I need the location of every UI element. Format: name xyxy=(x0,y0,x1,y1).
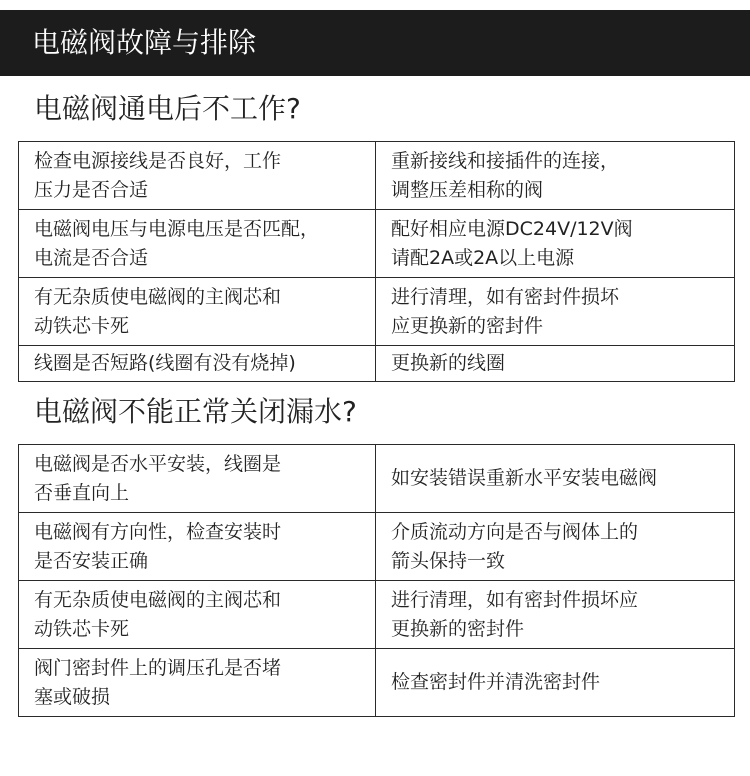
table-row xyxy=(19,649,735,717)
page-title: 电磁阀故障与排除 xyxy=(32,26,257,59)
problem-cell: 检查电源接线是否良好，工作 压力是否合适 xyxy=(19,142,376,210)
problem-cell: 有无杂质使电磁阀的主阀芯和 动铁芯卡死 xyxy=(19,581,376,649)
solution-cell: 进行清理，如有密封件损坏 应更换新的密封件 xyxy=(376,278,735,346)
solution-cell: 检查密封件并清洗密封件 xyxy=(376,649,735,717)
troubleshooting-table-not-working xyxy=(18,141,735,382)
problem-cell: 电磁阀电压与电源电压是否匹配， 电流是否合适 xyxy=(19,210,376,278)
problem-cell: 有无杂质使电磁阀的主阀芯和 动铁芯卡死 xyxy=(19,278,376,346)
solution-cell: 进行清理，如有密封件损坏应 更换新的密封件 xyxy=(376,581,735,649)
table-row xyxy=(19,142,735,210)
table-row xyxy=(19,346,735,382)
problem-cell: 阀门密封件上的调压孔是否堵 塞或破损 xyxy=(19,649,376,717)
table-row xyxy=(19,513,735,581)
table-row xyxy=(19,210,735,278)
problem-cell: 线圈是否短路(线圈有没有烧掉) xyxy=(19,346,376,382)
solution-cell: 介质流动方向是否与阀体上的 箭头保持一致 xyxy=(376,513,735,581)
solution-cell: 重新接线和接插件的连接， 调整压差相称的阀 xyxy=(376,142,735,210)
solution-cell: 如安装错误重新水平安装电磁阀 xyxy=(376,445,735,513)
solution-cell: 配好相应电源DC24V/12V阀 请配2A或2A以上电源 xyxy=(376,210,735,278)
section-title-leaking: 电磁阀不能正常关闭漏水? xyxy=(34,395,357,428)
table-row xyxy=(19,445,735,513)
troubleshooting-table-leaking xyxy=(18,444,735,717)
table-row xyxy=(19,278,735,346)
section-title-not-working: 电磁阀通电后不工作? xyxy=(34,92,301,125)
table-row xyxy=(19,581,735,649)
problem-cell: 电磁阀是否水平安装，线圈是 否垂直向上 xyxy=(19,445,376,513)
problem-cell: 电磁阀有方向性，检查安装时 是否安装正确 xyxy=(19,513,376,581)
solution-cell: 更换新的线圈 xyxy=(376,346,735,382)
page-title-banner xyxy=(0,10,750,76)
